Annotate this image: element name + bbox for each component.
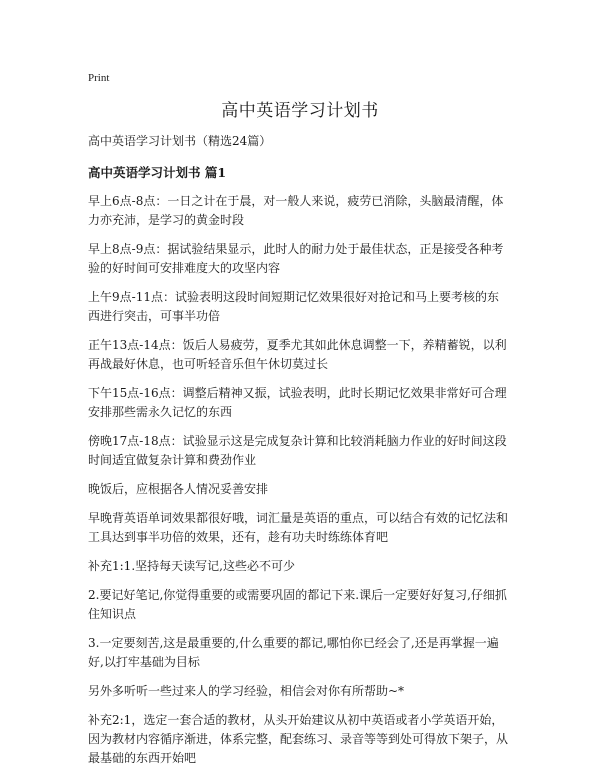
document-title: 高中英语学习计划书 — [221, 101, 379, 121]
paragraph: 早上6点-8点：一日之计在于晨，对一般人来说，疲劳已消除，头脑最清醒，体力亦充沛，是学习的黄金时段 — [88, 194, 504, 227]
paragraph: 早上8点-9点：据试验结果显示，此时人的耐力处于最佳状态，正是接受各种考验的好时间可安排难度大的攻坚内容 — [88, 242, 504, 275]
section-heading: 高中英语学习计划书 篇1 — [88, 165, 227, 180]
paragraph: 晚饭后，应根据各人情况妥善安排 — [88, 482, 269, 496]
paragraph: 上午9点-11点：试验表明这段时间短期记忆效果很好对抢记和马上要考核的东西进行突击，可事半功倍 — [88, 290, 499, 323]
paragraph: 正午13点-14点：饭后人易疲劳，夏季尤其如此休息调整一下，养精蓄锐，以利再战最好休息，也可听轻音乐但午休切莫过长 — [88, 338, 507, 371]
paragraph: 傍晚17点-18点：试验显示这是完成复杂计算和比较消耗脑力作业的好时间这段时间适宜做复杂计算和费劲作业 — [88, 434, 507, 467]
paragraph: 早晚背英语单词效果都很好哦，词汇量是英语的重点，可以结合有效的记忆法和工具达到事半功倍的效果，还有，趁有功夫时练练体育吧 — [88, 511, 509, 544]
document-subtitle: 高中英语学习计划书（精选24篇） — [88, 134, 272, 148]
paragraph: 补充1:1.坚持每天读写记,这些必不可少 — [88, 559, 295, 573]
paragraph: 另外多听听一些过来人的学习经验，相信会对你有所帮助~* — [88, 684, 405, 698]
paragraph: 下午15点-16点：调整后精神又振，试验表明，此时长期记忆效果非常好可合理安排那些需永久记忆的东西 — [88, 386, 507, 419]
paragraph: 3.一定要刻苦,这是最重要的,什么重要的都记,哪怕你已经会了,还是再掌握一遍好,以打牢基础为目标 — [88, 636, 499, 669]
print-link[interactable]: Print — [88, 72, 110, 84]
paragraph: 补充2:1，选定一套合适的教材，从头开始建议从初中英语或者小学英语开始，因为教材内容循序渐进，体系完整，配套练习、录音等等到处可得放下架子，从最基础的东西开始吧 — [88, 713, 509, 765]
paragraph: 2.要记好笔记,你觉得重要的或需要巩固的都记下来.课后一定要好好复习,仔细抓住知识点 — [88, 588, 507, 621]
document-body — [88, 132, 508, 778]
